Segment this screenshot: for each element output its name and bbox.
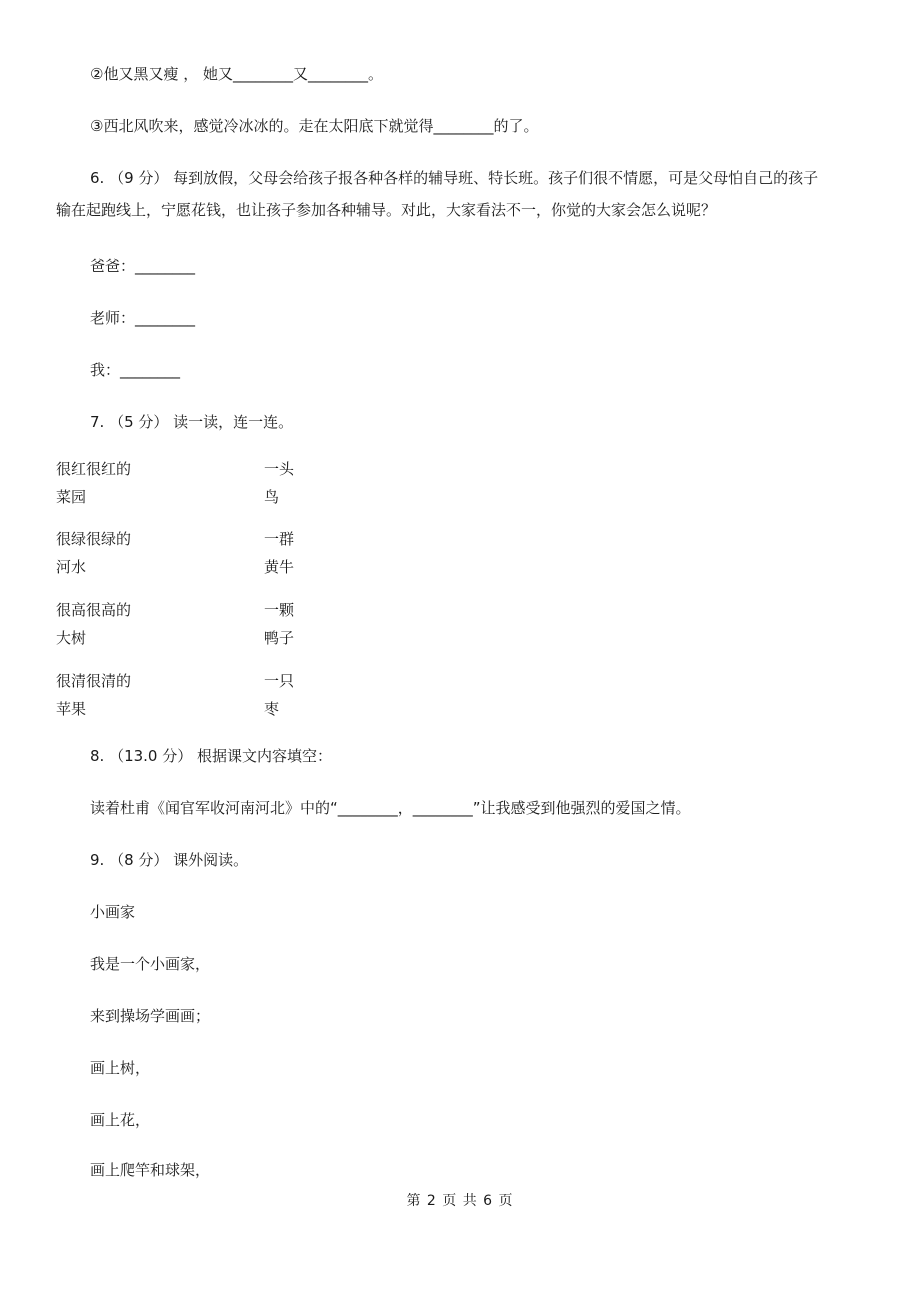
q6-header-line1: 6. （9 分） 每到放假，父母会给孩子报各种各样的辅导班、特长班。孩子们很不情愿，可是父母怕自己的孩子 xyxy=(90,169,819,187)
q6-answer-me: 我：________ xyxy=(90,361,181,379)
q7-left-item xyxy=(56,525,131,581)
q7-left-item xyxy=(56,667,131,723)
q9-header: 9. （8 分） 课外阅读。 xyxy=(90,851,249,869)
q8-body: 读着杜甫《闻官军收河南河北》中的“________，________”让我感受到他强烈的爱国之情。 xyxy=(90,799,691,817)
q7-left-noun: 菜园 xyxy=(56,488,87,506)
poem-line: 画上花， xyxy=(90,1111,151,1129)
q5-item-3: ③西北风吹来，感觉冷冰冰的。走在太阳底下就觉得________的了。 xyxy=(90,117,539,135)
q7-left-adj: 很绿很绿的 xyxy=(56,530,132,548)
q7-left-item xyxy=(56,596,131,652)
q7-header: 7. （5 分） 读一读，连一连。 xyxy=(90,413,294,431)
poem-title: 小画家 xyxy=(90,903,136,921)
q6-answer-teacher: 老师：________ xyxy=(90,309,196,327)
q6-answer-dad: 爸爸：________ xyxy=(90,257,196,275)
q7-right-measure: 一头 xyxy=(264,460,295,478)
q7-left-noun: 河水 xyxy=(56,558,87,576)
q7-right-measure: 一群 xyxy=(264,530,295,548)
poem-line: 画上爬竿和球架， xyxy=(90,1161,211,1179)
poem-line: 我是一个小画家， xyxy=(90,955,211,973)
q6-header-line2: 输在起跑线上，宁愿花钱，也让孩子参加各种辅导。对此，大家看法不一，你觉的大家会怎么说呢？ xyxy=(56,201,717,219)
poem-line: 画上树， xyxy=(90,1059,151,1077)
q7-right-noun: 鸭子 xyxy=(264,629,295,647)
q7-right-measure: 一只 xyxy=(264,672,295,690)
q7-right-item xyxy=(264,455,294,511)
q7-left-noun: 苹果 xyxy=(56,700,87,718)
poem-line: 来到操场学画画； xyxy=(90,1007,211,1025)
page-number-footer: 第 2 页 共 6 页 xyxy=(406,1193,514,1209)
q5-item-2: ②他又黑又瘦 ， 她又________又________。 xyxy=(90,65,383,83)
q7-left-adj: 很红很红的 xyxy=(56,460,132,478)
q7-left-noun: 大树 xyxy=(56,629,87,647)
q7-left-item xyxy=(56,455,131,511)
q7-right-item xyxy=(264,596,294,652)
q7-right-noun: 黄牛 xyxy=(264,558,295,576)
q7-left-adj: 很清很清的 xyxy=(56,672,132,690)
q8-header: 8. （13.0 分） 根据课文内容填空： xyxy=(90,747,333,765)
q7-right-item xyxy=(264,525,294,581)
q7-right-noun: 枣 xyxy=(264,700,280,718)
q7-left-adj: 很高很高的 xyxy=(56,601,132,619)
q7-right-measure: 一颗 xyxy=(264,601,295,619)
q7-right-noun: 鸟 xyxy=(264,488,280,506)
q7-right-item xyxy=(264,667,294,723)
